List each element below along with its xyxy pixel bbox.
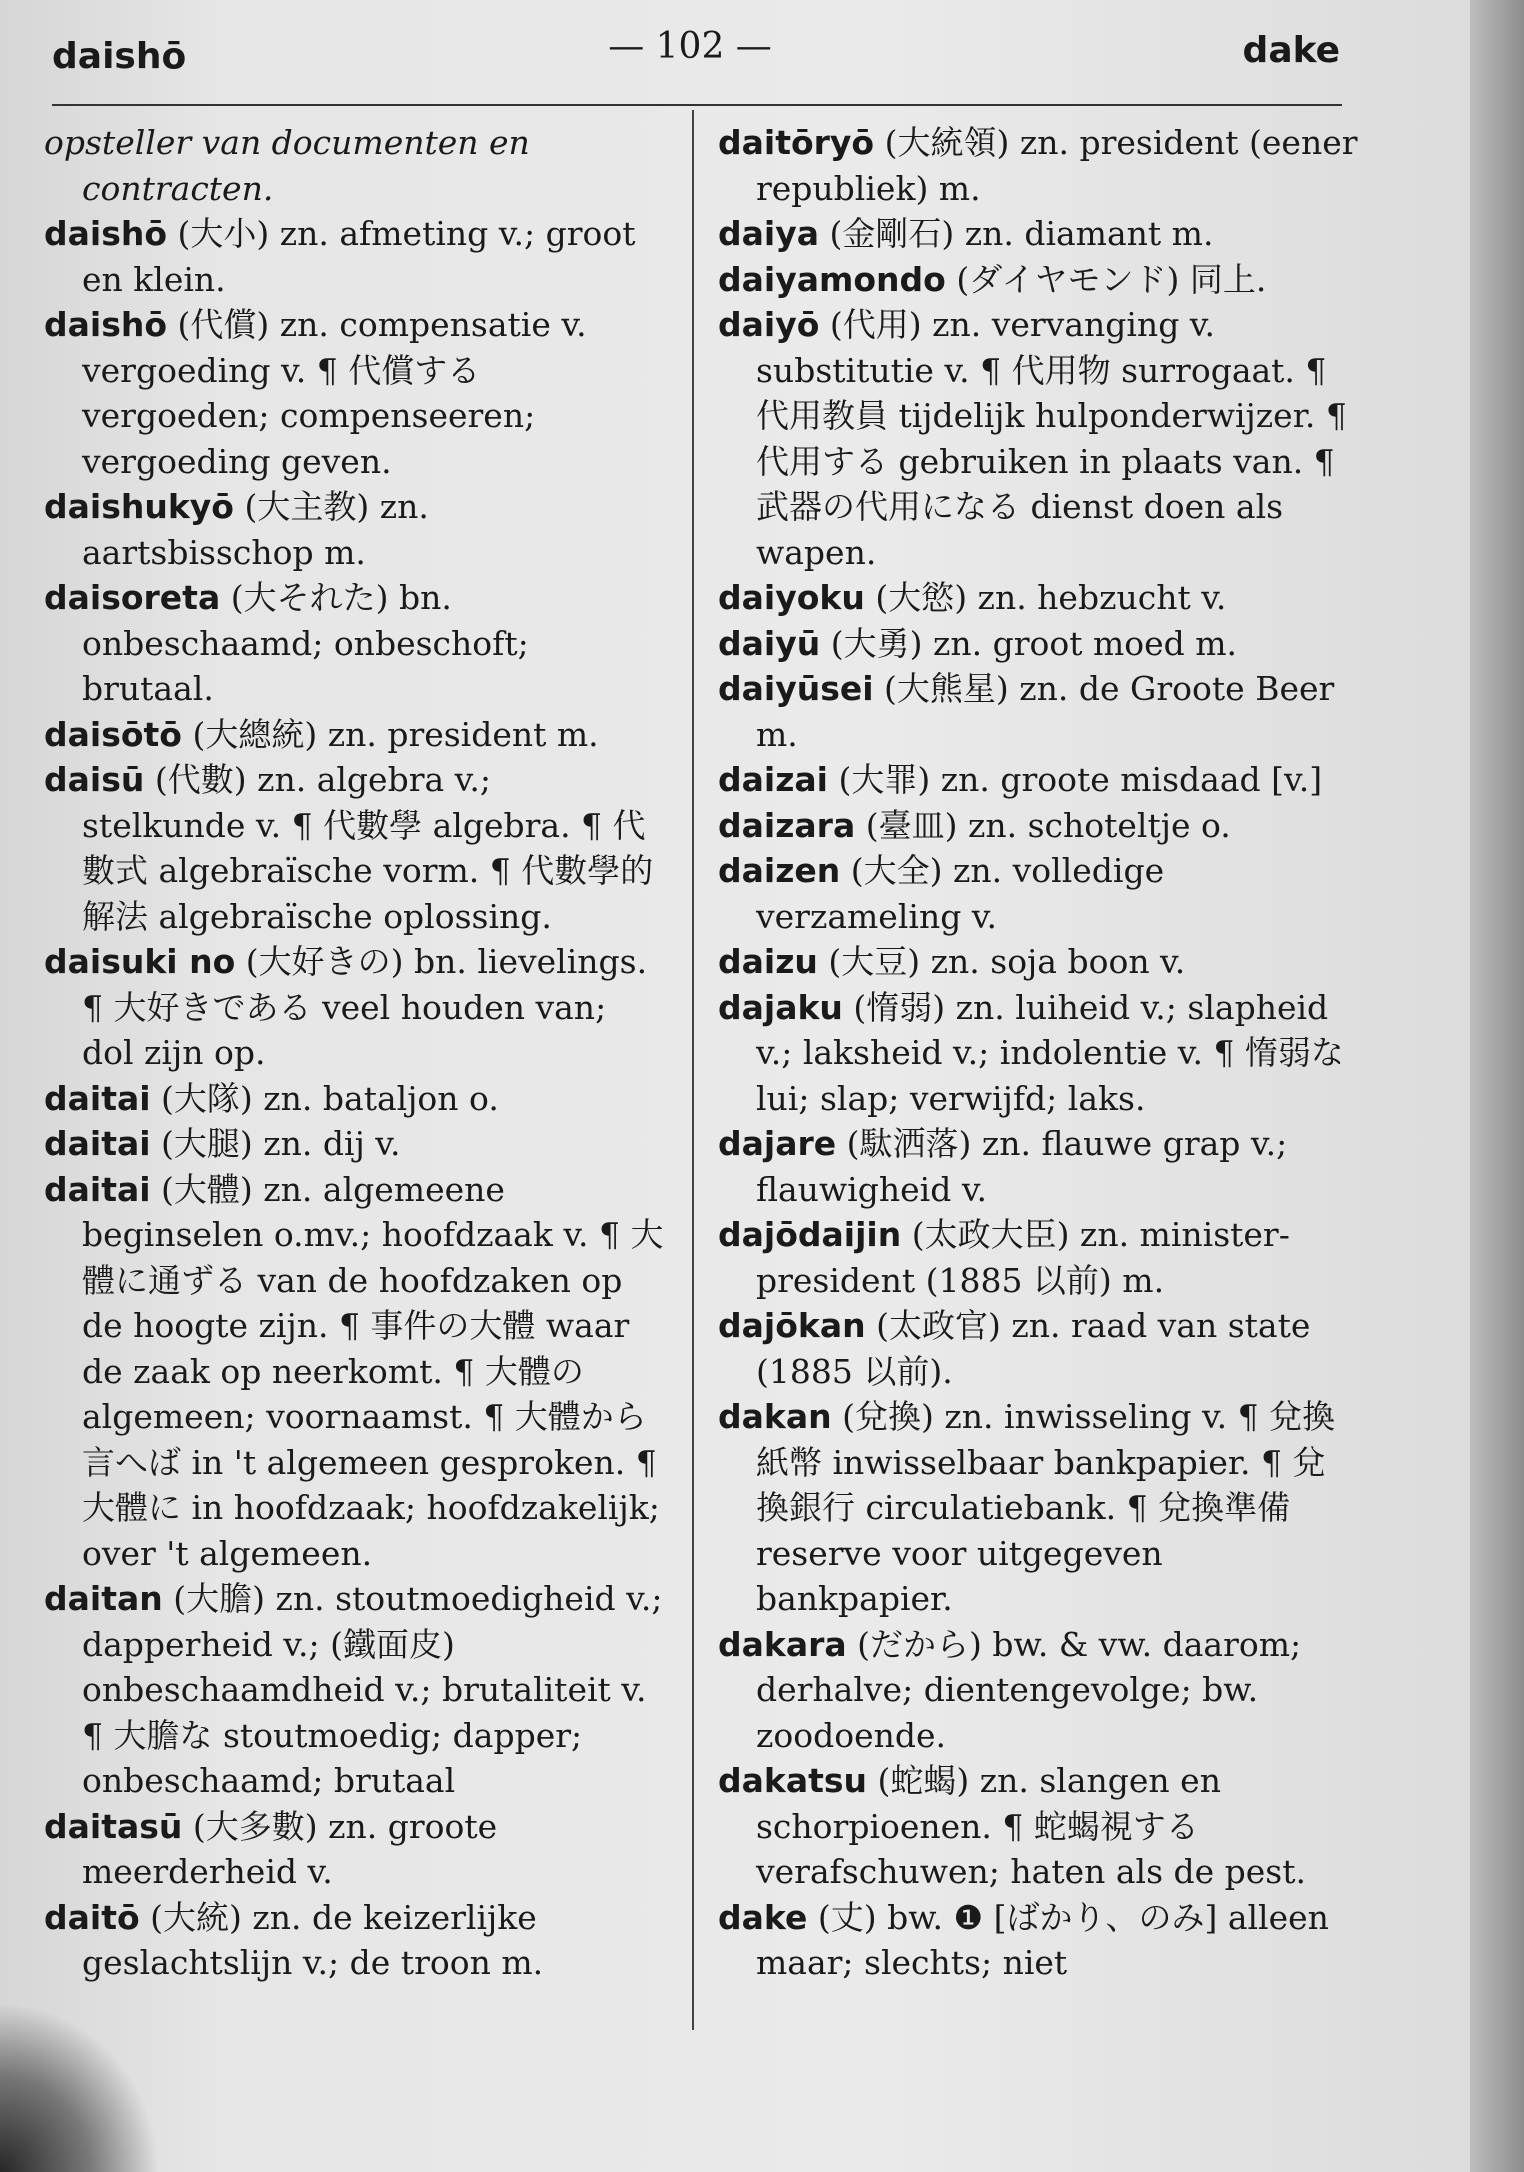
entry-body: (ダイヤモンド) 同上.	[945, 259, 1267, 299]
headword: dajōkan	[718, 1306, 866, 1345]
entry-body: (大罪) zn. groote misdaad [v.]	[828, 760, 1323, 799]
headword: dajōdaijin	[718, 1215, 902, 1254]
entry-body: (代償) zn. compensatie v. vergoeding v. ¶ 代償する vergoeden; compenseeren; vergoeding geven.	[82, 305, 587, 481]
entry	[718, 1895, 1358, 1986]
headword: daishō	[44, 305, 168, 344]
headword: daishukyō	[44, 487, 234, 526]
entry-body: (だから) bw. & vw. daarom; derhalve; dientengevolge; bw. zoodoende.	[756, 1624, 1302, 1755]
entry-body: (丈) bw. ❶ [ばかり、のみ] alleen maar; slechts; niet	[756, 1897, 1329, 1982]
entry-body: (大好きの) bn. lievelings. ¶ 大好きである veel houden van; dol zijn op.	[82, 942, 648, 1072]
entry-body: (大膽) zn. stoutmoedigheid v.; dapperheid v.; (鐵面皮) onbeschaamdheid v.; brutaliteit v. ¶ 大膽な stoutmoedig; dapper; onbeschaamd; brutaal	[82, 1579, 663, 1800]
headword: daisoreta	[44, 578, 221, 617]
headword: daitō	[44, 1897, 140, 1937]
entry-body: (大主教) zn. aartsbisschop m.	[82, 487, 429, 572]
headword: daiyō	[718, 305, 820, 344]
headword: daishō	[44, 214, 168, 253]
entry	[44, 302, 664, 484]
entry	[44, 120, 664, 211]
header-rule	[52, 104, 1342, 106]
headword: dakatsu	[718, 1761, 868, 1800]
headword: daiyoku	[718, 578, 865, 617]
entry-body: (大それた) bn. onbeschaamd; onbeschoft; brutaal.	[82, 578, 529, 708]
entry	[718, 666, 1358, 757]
entry	[44, 484, 664, 575]
running-head-right: dake	[1242, 30, 1340, 71]
entry	[718, 257, 1358, 303]
entry-body: (大豆) zn. soja boon v.	[817, 942, 1186, 981]
entry-body: (大勇) zn. groot moed m.	[820, 623, 1238, 663]
entry	[44, 757, 664, 939]
entry	[718, 120, 1358, 211]
headword: daitai	[44, 1169, 151, 1209]
entry	[44, 1895, 664, 1986]
entry	[718, 803, 1358, 849]
right-column	[718, 120, 1358, 1986]
headword: daiyū	[718, 623, 821, 663]
entry-body: (大統) zn. de keizerlijke geslachtslijn v.; de troon m.	[82, 1897, 544, 1982]
thumb-shadow	[0, 2002, 160, 2172]
entry	[718, 621, 1358, 667]
entry-body: (駄洒落) zn. flauwe grap v.; flauwigheid v.	[756, 1124, 1288, 1209]
entry	[718, 1121, 1358, 1212]
entry-body: opsteller van documenten en contracten.	[44, 123, 530, 208]
entry-body: (金剛石) zn. diamant m.	[818, 214, 1214, 253]
headword: dake	[718, 1897, 808, 1937]
entry	[44, 712, 664, 758]
headword: daitan	[44, 1579, 163, 1618]
headword: daisuki no	[44, 942, 236, 981]
entry-body: (臺皿) zn. schoteltje o.	[855, 805, 1231, 845]
entry-body: (惰弱) zn. luiheid v.; slapheid v.; laksheid v.; indolentie v. ¶ 惰弱な lui; slap; verwijfd; laks.	[756, 987, 1344, 1118]
entry-body: (大熊星) zn. de Groote Beer m.	[756, 669, 1335, 754]
entry	[718, 211, 1358, 257]
headword: daiyamondo	[718, 259, 946, 299]
running-head-left: daishō	[52, 36, 187, 77]
entry-body: (大多數) zn. groote meerderheid v.	[82, 1806, 498, 1891]
headword: daisū	[44, 760, 145, 799]
entry	[44, 575, 664, 712]
entry	[718, 1303, 1358, 1394]
headword: daiya	[718, 214, 819, 253]
headword: dakan	[718, 1397, 832, 1436]
column-divider	[692, 110, 694, 2030]
entry	[718, 1394, 1358, 1622]
entry	[718, 302, 1358, 575]
headword: daisōtō	[44, 714, 182, 754]
page-number: — 102 —	[608, 26, 772, 67]
headword: daizai	[718, 760, 828, 799]
entry	[718, 848, 1358, 939]
entry	[718, 757, 1358, 803]
headword: daitai	[44, 1078, 151, 1118]
entry	[718, 939, 1358, 985]
headword: daizara	[718, 805, 856, 845]
entry-body: (代用) zn. vervanging v. substitutie v. ¶ 代用物 surrogaat. ¶ 代用教員 tijdelijk hulponderwijzer. ¶ 代用する gebruiken in plaats van. ¶ 武器の代用になる dienst doen als wapen.	[756, 305, 1347, 572]
entry-body: (大全) zn. volledige verzameling v.	[756, 851, 1165, 936]
page-edge	[1470, 0, 1524, 2172]
headword: daitasū	[44, 1806, 183, 1846]
entry-body: (蛇蝎) zn. slangen en schorpioenen. ¶ 蛇蝎視する verafschuwen; haten als de pest.	[756, 1761, 1306, 1891]
headword: dakara	[718, 1624, 847, 1664]
entry-body: (大腿) zn. dij v.	[150, 1124, 401, 1163]
headword: dajaku	[718, 987, 843, 1027]
headword: daiyūsei	[718, 669, 874, 708]
entry-body: (大統領) zn. president (eener republiek) m.	[756, 123, 1358, 208]
entry	[718, 575, 1358, 621]
entry	[44, 1576, 664, 1804]
entry-body: (代數) zn. algebra v.; stelkunde v. ¶ 代數學 algebra. ¶ 代數式 algebraïsche vorm. ¶ 代數學的解法 algebraïsche oplossing.	[82, 760, 654, 936]
headword: daitai	[44, 1124, 151, 1163]
entry	[44, 1076, 664, 1122]
entry-body: (太政大臣) zn. minister-president (1885 以前) m.	[756, 1215, 1290, 1300]
entry-body: (大小) zn. afmeting v.; groot en klein.	[82, 214, 636, 299]
headword: daizen	[718, 851, 841, 890]
headword: dajare	[718, 1124, 837, 1163]
entry	[44, 211, 664, 302]
headword: daitōryō	[718, 123, 875, 162]
entry-body: (兌換) zn. inwisseling v. ¶ 兌換紙幣 inwisselbaar bankpapier. ¶ 兌換銀行 circulatiebank. ¶ 兌換準備 reserve voor uitgegeven bankpapier.	[756, 1397, 1336, 1618]
entry	[44, 1167, 664, 1577]
entry	[718, 1212, 1358, 1303]
entry	[44, 1804, 664, 1895]
entry-body: (大體) zn. algemeene beginselen o.mv.; hoofdzaak v. ¶ 大體に通ずる van de hoofdzaken op de hoogte zijn. ¶ 事件の大體 waar de zaak op neerkomt. ¶ 大體の algemeen; voornaamst. ¶ 大體から言へば in 't algemeen gesproken. ¶ 大體に in hoofdzaak; hoofdzakelijk; over 't algemeen.	[82, 1169, 664, 1573]
entry-body: (太政官) zn. raad van state (1885 以前).	[756, 1306, 1311, 1391]
left-column	[44, 120, 664, 1986]
entry	[44, 939, 664, 1076]
entry-body: (大總統) zn. president m.	[181, 714, 599, 754]
entry	[718, 1622, 1358, 1759]
entry-body: (大慾) zn. hebzucht v.	[864, 578, 1227, 617]
entry	[718, 1758, 1358, 1895]
entry	[718, 985, 1358, 1122]
entry	[44, 1121, 664, 1167]
headword: daizu	[718, 942, 818, 981]
entry-body: (大隊) zn. bataljon o.	[150, 1078, 499, 1118]
